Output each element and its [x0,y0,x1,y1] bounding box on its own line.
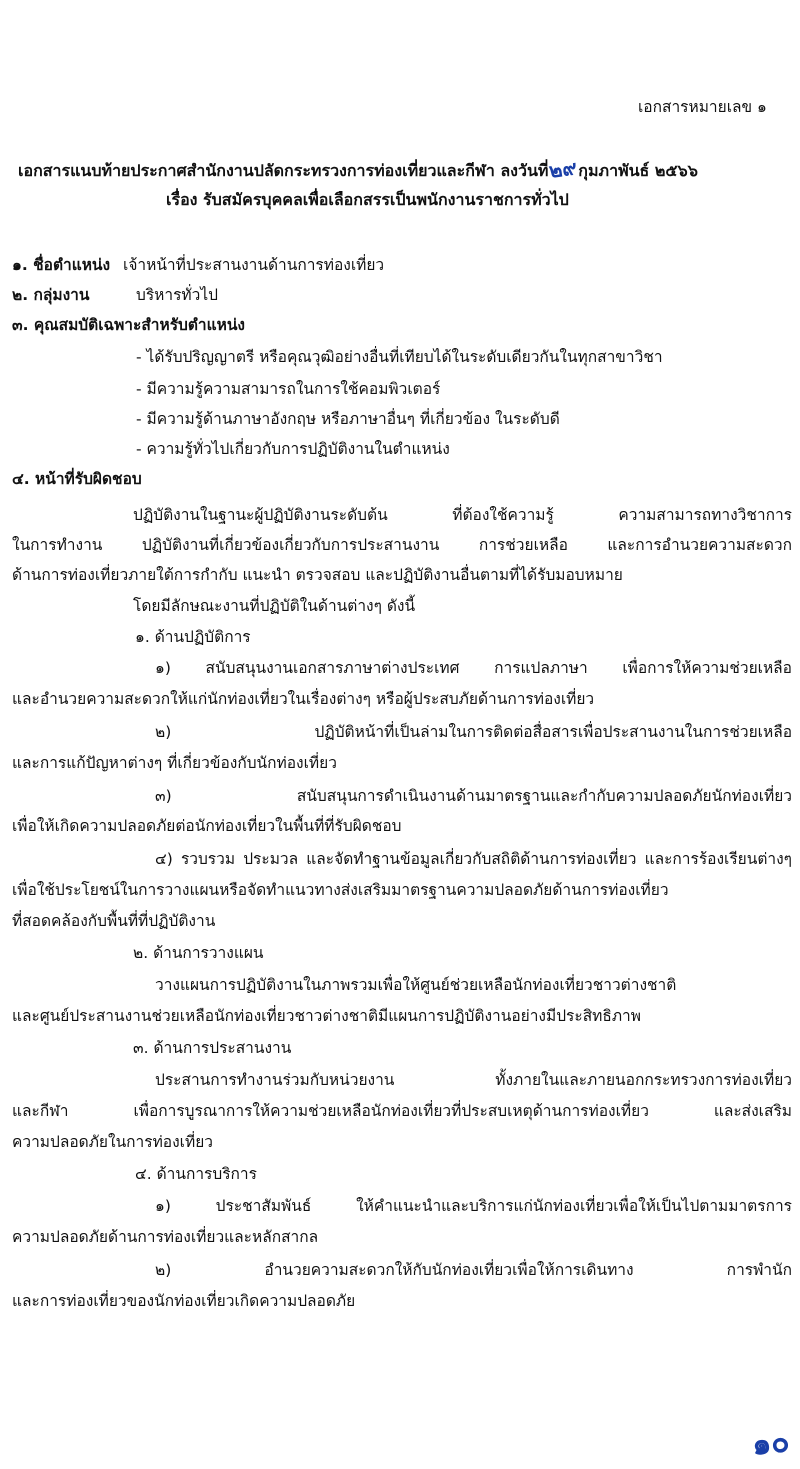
paragraph-line: ในการทำงาน ปฏิบัติงานที่เกี่ยวข้องเกี่ยวกับการประสานงาน การช่วยเหลือ และการอำนวยความสะดวก [12,536,792,554]
duty-item-line: และการท่องเที่ยวของนักท่องเที่ยวเกิดความปลอดภัย [12,1292,356,1310]
duty-item-line: วางแผนการปฏิบัติงานในภาพรวมเพื่อให้ศูนย์ช่วยเหลือนักท่องเที่ยวชาวต่างชาติ [155,976,677,994]
duty-item-line: และการแก้ปัญหาต่างๆ ที่เกี่ยวข้องกับนักท่องเที่ยว [12,754,337,772]
section-2-label: ๒. กลุ่มงาน [12,286,90,304]
duty-heading: ๒. ด้านการวางแผน [133,944,264,962]
paragraph-line: ปฏิบัติงานในฐานะผู้ปฏิบัติงานระดับต้น ที่ต้องใช้ความรู้ ความสามารถทางวิชาการ [133,506,792,524]
duty-item-line: เพื่อใช้ประโยชน์ในการวางแผนหรือจัดทำแนวทางส่งเสริมมาตรฐานความปลอดภัยด้านการท่องเที่ยว [12,881,669,899]
duty-item-line: ๒) ปฏิบัติหน้าที่เป็นล่ามในการติดต่อสื่อสารเพื่อประสานงานในการช่วยเหลือ [155,723,792,741]
duty-item-line: ๑) ประชาสัมพันธ์ ให้คำแนะนำและบริการแก่นักท่องเที่ยวเพื่อให้เป็นไปตามมาตรการ [155,1197,792,1215]
duty-item-line: ความปลอดภัยด้านการท่องเที่ยวและหลักสากล [12,1228,319,1246]
section-2 [12,284,218,306]
section-1-label: ๑. ชื่อตำแหน่ง [12,256,111,274]
qualification-item: - มีความรู้ความสามารถในการใช้คอมพิวเตอร์ [136,380,441,398]
handwritten-day: ๒๙ [547,155,579,183]
duty-item-line: และกีฬา เพื่อการบูรณาการให้ความช่วยเหลือนักท่องเที่ยวที่ประสบเหตุด้านการท่องเที่ยว และส่งเสริม [12,1102,792,1120]
duty-heading: ๑. ด้านปฏิบัติการ [135,628,251,646]
section-1 [12,254,384,276]
duty-item-line: ความปลอดภัยในการท่องเที่ยว [12,1133,213,1151]
duty-item-line: ๓) สนับสนุนการดำเนินงานด้านมาตรฐานและกำกับความปลอดภัยนักท่องเที่ยว [155,787,792,805]
qualification-item: - ความรู้ทั่วไปเกี่ยวกับการปฏิบัติงานในตำแหน่ง [136,440,450,458]
duty-heading: ๔. ด้านการบริการ [135,1165,257,1183]
document-title-line-1 [18,155,698,183]
title-text: เอกสารแนบท้ายประกาศสำนักงานปลัดกระทรวงการท่องเที่ยวและกีฬา ลงวันที่ [18,161,549,180]
duty-heading: ๓. ด้านการประสานงาน [133,1039,292,1057]
section-2-value: บริหารทั่วไป [136,286,218,304]
document-number: เอกสารหมายเลข ๑ [638,98,767,116]
section-4-label: ๔. หน้าที่รับผิดชอบ [12,470,142,488]
paragraph-line: ด้านการท่องเที่ยวภายใต้การกำกับ แนะนำ ตรวจสอบ และปฏิบัติงานอื่นตามที่ได้รับมอบหมาย [12,566,623,584]
qualification-item: - มีความรู้ด้านภาษาอังกฤษ หรือภาษาอื่นๆ ที่เกี่ยวข้อง ในระดับดี [136,410,560,428]
duty-item-line: ๔) รวบรวม ประมวล และจัดทำฐานข้อมูลเกี่ยวกับสถิติด้านการท่องเที่ยว และการร้องเรียนต่างๆ [155,850,792,868]
duty-item-line: ประสานการทำงานร่วมกับหน่วยงาน ทั้งภายในและภายนอกกระทรวงการท่องเที่ยว [155,1071,792,1089]
duty-item-line: และอำนวยความสะดวกให้แก่นักท่องเที่ยวในเรื่องต่างๆ หรือผู้ประสบภัยด้านการท่องเที่ยว [12,690,595,708]
section-1-value: เจ้าหน้าที่ประสานงานด้านการท่องเที่ยว [123,256,385,274]
paragraph-line: โดยมีลักษณะงานที่ปฏิบัติในด้านต่างๆ ดังนี้ [133,597,416,615]
duty-item-line: และศูนย์ประสานงานช่วยเหลือนักท่องเที่ยวชาวต่างชาติมีแผนการปฏิบัติงานอย่างมีประสิทธิภาพ [12,1007,641,1025]
duty-item-line: ๑) สนับสนุนงานเอกสารภาษาต่างประเทศ การแปลภาษา เพื่อการให้ความช่วยเหลือ [155,659,792,677]
duty-item-line: ที่สอดคล้องกับพื้นที่ที่ปฏิบัติงาน [12,912,216,930]
section-3-label: ๓. คุณสมบัติเฉพาะสำหรับตำแหน่ง [12,316,245,334]
title-month-year: กุมภาพันธ์ ๒๕๖๖ [578,161,698,180]
document-subject: เรื่อง รับสมัครบุคคลเพื่อเลือกสรรเป็นพนักงานราชการทั่วไป [166,190,569,209]
duty-item-line: เพื่อให้เกิดความปลอดภัยต่อนักท่องเที่ยวในพื้นที่ที่รับผิดชอบ [12,817,402,835]
qualification-item: - ได้รับปริญญาตรี หรือคุณวุฒิอย่างอื่นที่เทียบได้ในระดับเดียวกันในทุกสาขาวิชา [136,348,663,366]
handwritten-page-mark: ๑๐ [750,1424,792,1463]
duty-item-line: ๒) อำนวยความสะดวกให้กับนักท่องเที่ยวเพื่อให้การเดินทาง การพำนัก [155,1261,792,1279]
